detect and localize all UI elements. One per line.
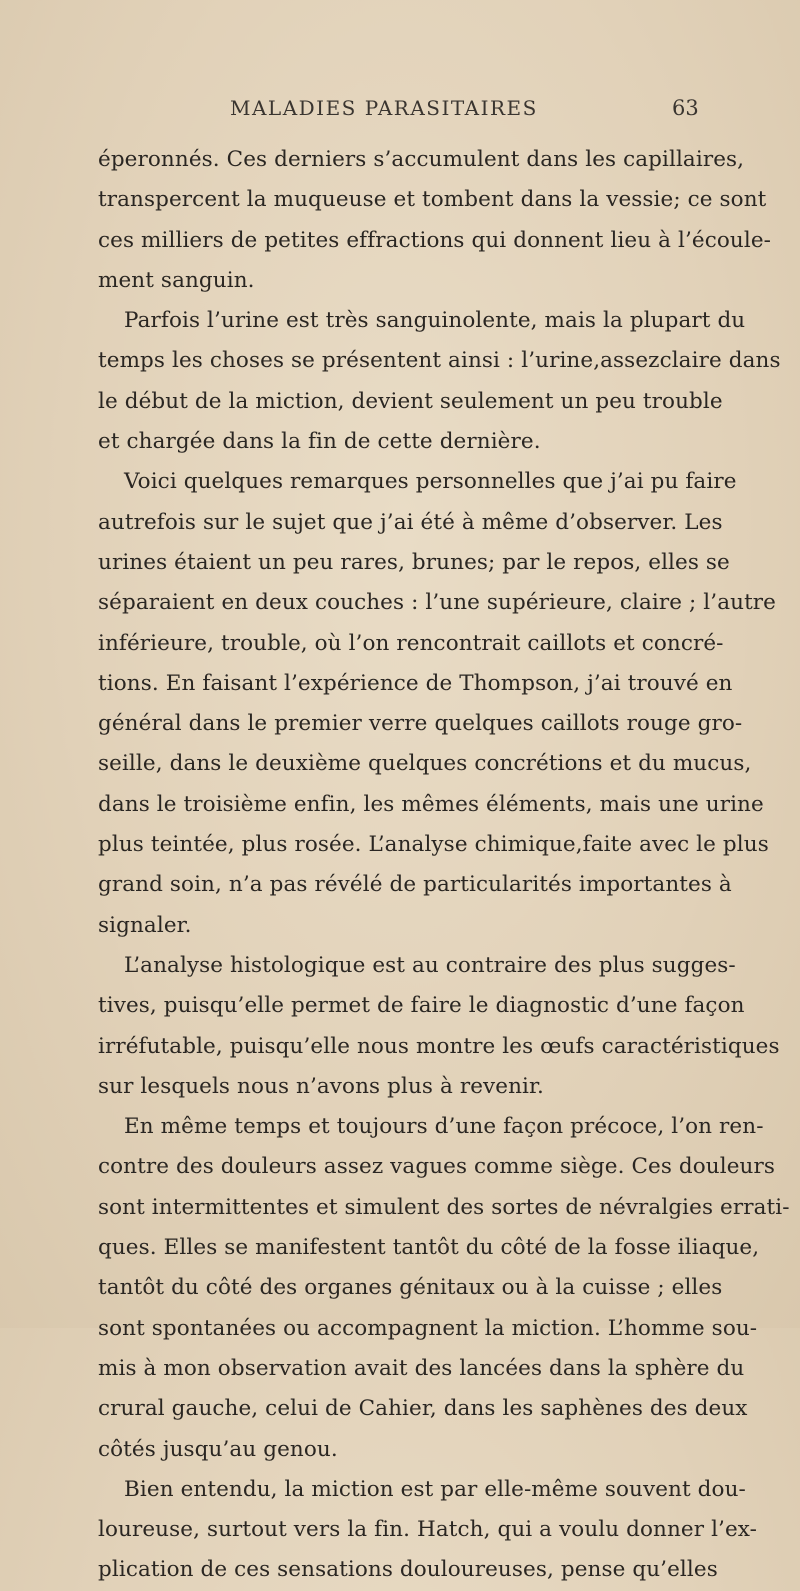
text-line: plus teintée, plus rosée. L’analyse chimique,faite avec le plus [98,832,769,858]
text-line: loureuse, surtout vers la fin. Hatch, qui a voulu donner l’ex- [98,1517,758,1543]
text-line: dans le troisième enfin, les mêmes éléments, mais une urine [98,791,764,817]
text-line: Bien entendu, la miction est par elle-même souvent dou- [124,1476,746,1502]
text-line: contre des douleurs assez vagues comme siège. Ces douleurs [98,1154,776,1180]
text-line: temps les choses se présentent ainsi : l’urine,assezclaire dans [98,348,781,374]
body-text [98,140,790,1591]
text-line: le début de la miction, devient seulement un peu trouble [98,388,723,414]
text-line: ment sanguin. [98,267,255,293]
text-line: signaler. [98,912,192,938]
text-line: côtés jusqu’au genou. [98,1436,338,1462]
text-line: sont spontanées ou accompagnent la miction. L’homme sou- [98,1315,758,1341]
text-line: autrefois sur le sujet que j’ai été à même d’observer. Les [98,509,723,535]
text-line: L’analyse histologique est au contraire des plus sugges- [124,952,736,978]
text-line: tives, puisqu’elle permet de faire le diagnostic d’une façon [98,993,745,1019]
text-line: général dans le premier verre quelques caillots rouge gro- [98,711,743,737]
text-line: irréfutable, puisqu’elle nous montre les œufs caractéristiques [98,1033,780,1059]
text-line: sont intermittentes et simulent des sortes de névralgies errati- [98,1194,790,1220]
text-line: sur lesquels nous n’avons plus à revenir. [98,1073,544,1099]
text-line: séparaient en deux couches : l’une supérieure, claire ; l’autre [98,590,777,616]
text-line: Voici quelques remarques personnelles que j’ai pu faire [124,469,737,495]
text-line: grand soin, n’a pas révélé de particularités importantes à [98,872,732,898]
text-line: et chargée dans la fin de cette dernière. [98,429,541,455]
text-line: ques. Elles se manifestent tantôt du côté de la fosse iliaque, [98,1235,760,1261]
text-line: ces milliers de petites effractions qui donnent lieu à l’écoule- [98,227,772,253]
text-line: inférieure, trouble, où l’on rencontrait caillots et concré- [98,630,724,656]
text-line: transpercent la muqueuse et tombent dans la vessie; ce sont [98,187,767,213]
text-line: plication de ces sensations douloureuses, pense qu’elles [98,1557,718,1583]
running-title: MALADIES PARASITAIRES [230,96,538,120]
text-line: seille, dans le deuxième quelques concrétions et du mucus, [98,751,752,777]
text-line: Parfois l’urine est très sanguinolente, mais la plupart du [124,308,746,334]
text-line: tantôt du côté des organes génitaux ou à la cuisse ; elles [98,1275,723,1301]
text-line: crural gauche, celui de Cahier, dans les saphènes des deux [98,1396,748,1422]
text-line: tions. En faisant l’expérience de Thompson, j’ai trouvé en [98,670,733,696]
page-number: 63 [672,96,699,120]
text-line: éperonnés. Ces derniers s’accumulent dans les capillaires, [98,147,745,172]
text-line: En même temps et toujours d’une façon précoce, l’on ren- [124,1114,764,1140]
text-line: mis à mon observation avait des lancées dans la sphère du [98,1355,745,1381]
text-line: urines étaient un peu rares, brunes; par le repos, elles se [98,549,730,575]
